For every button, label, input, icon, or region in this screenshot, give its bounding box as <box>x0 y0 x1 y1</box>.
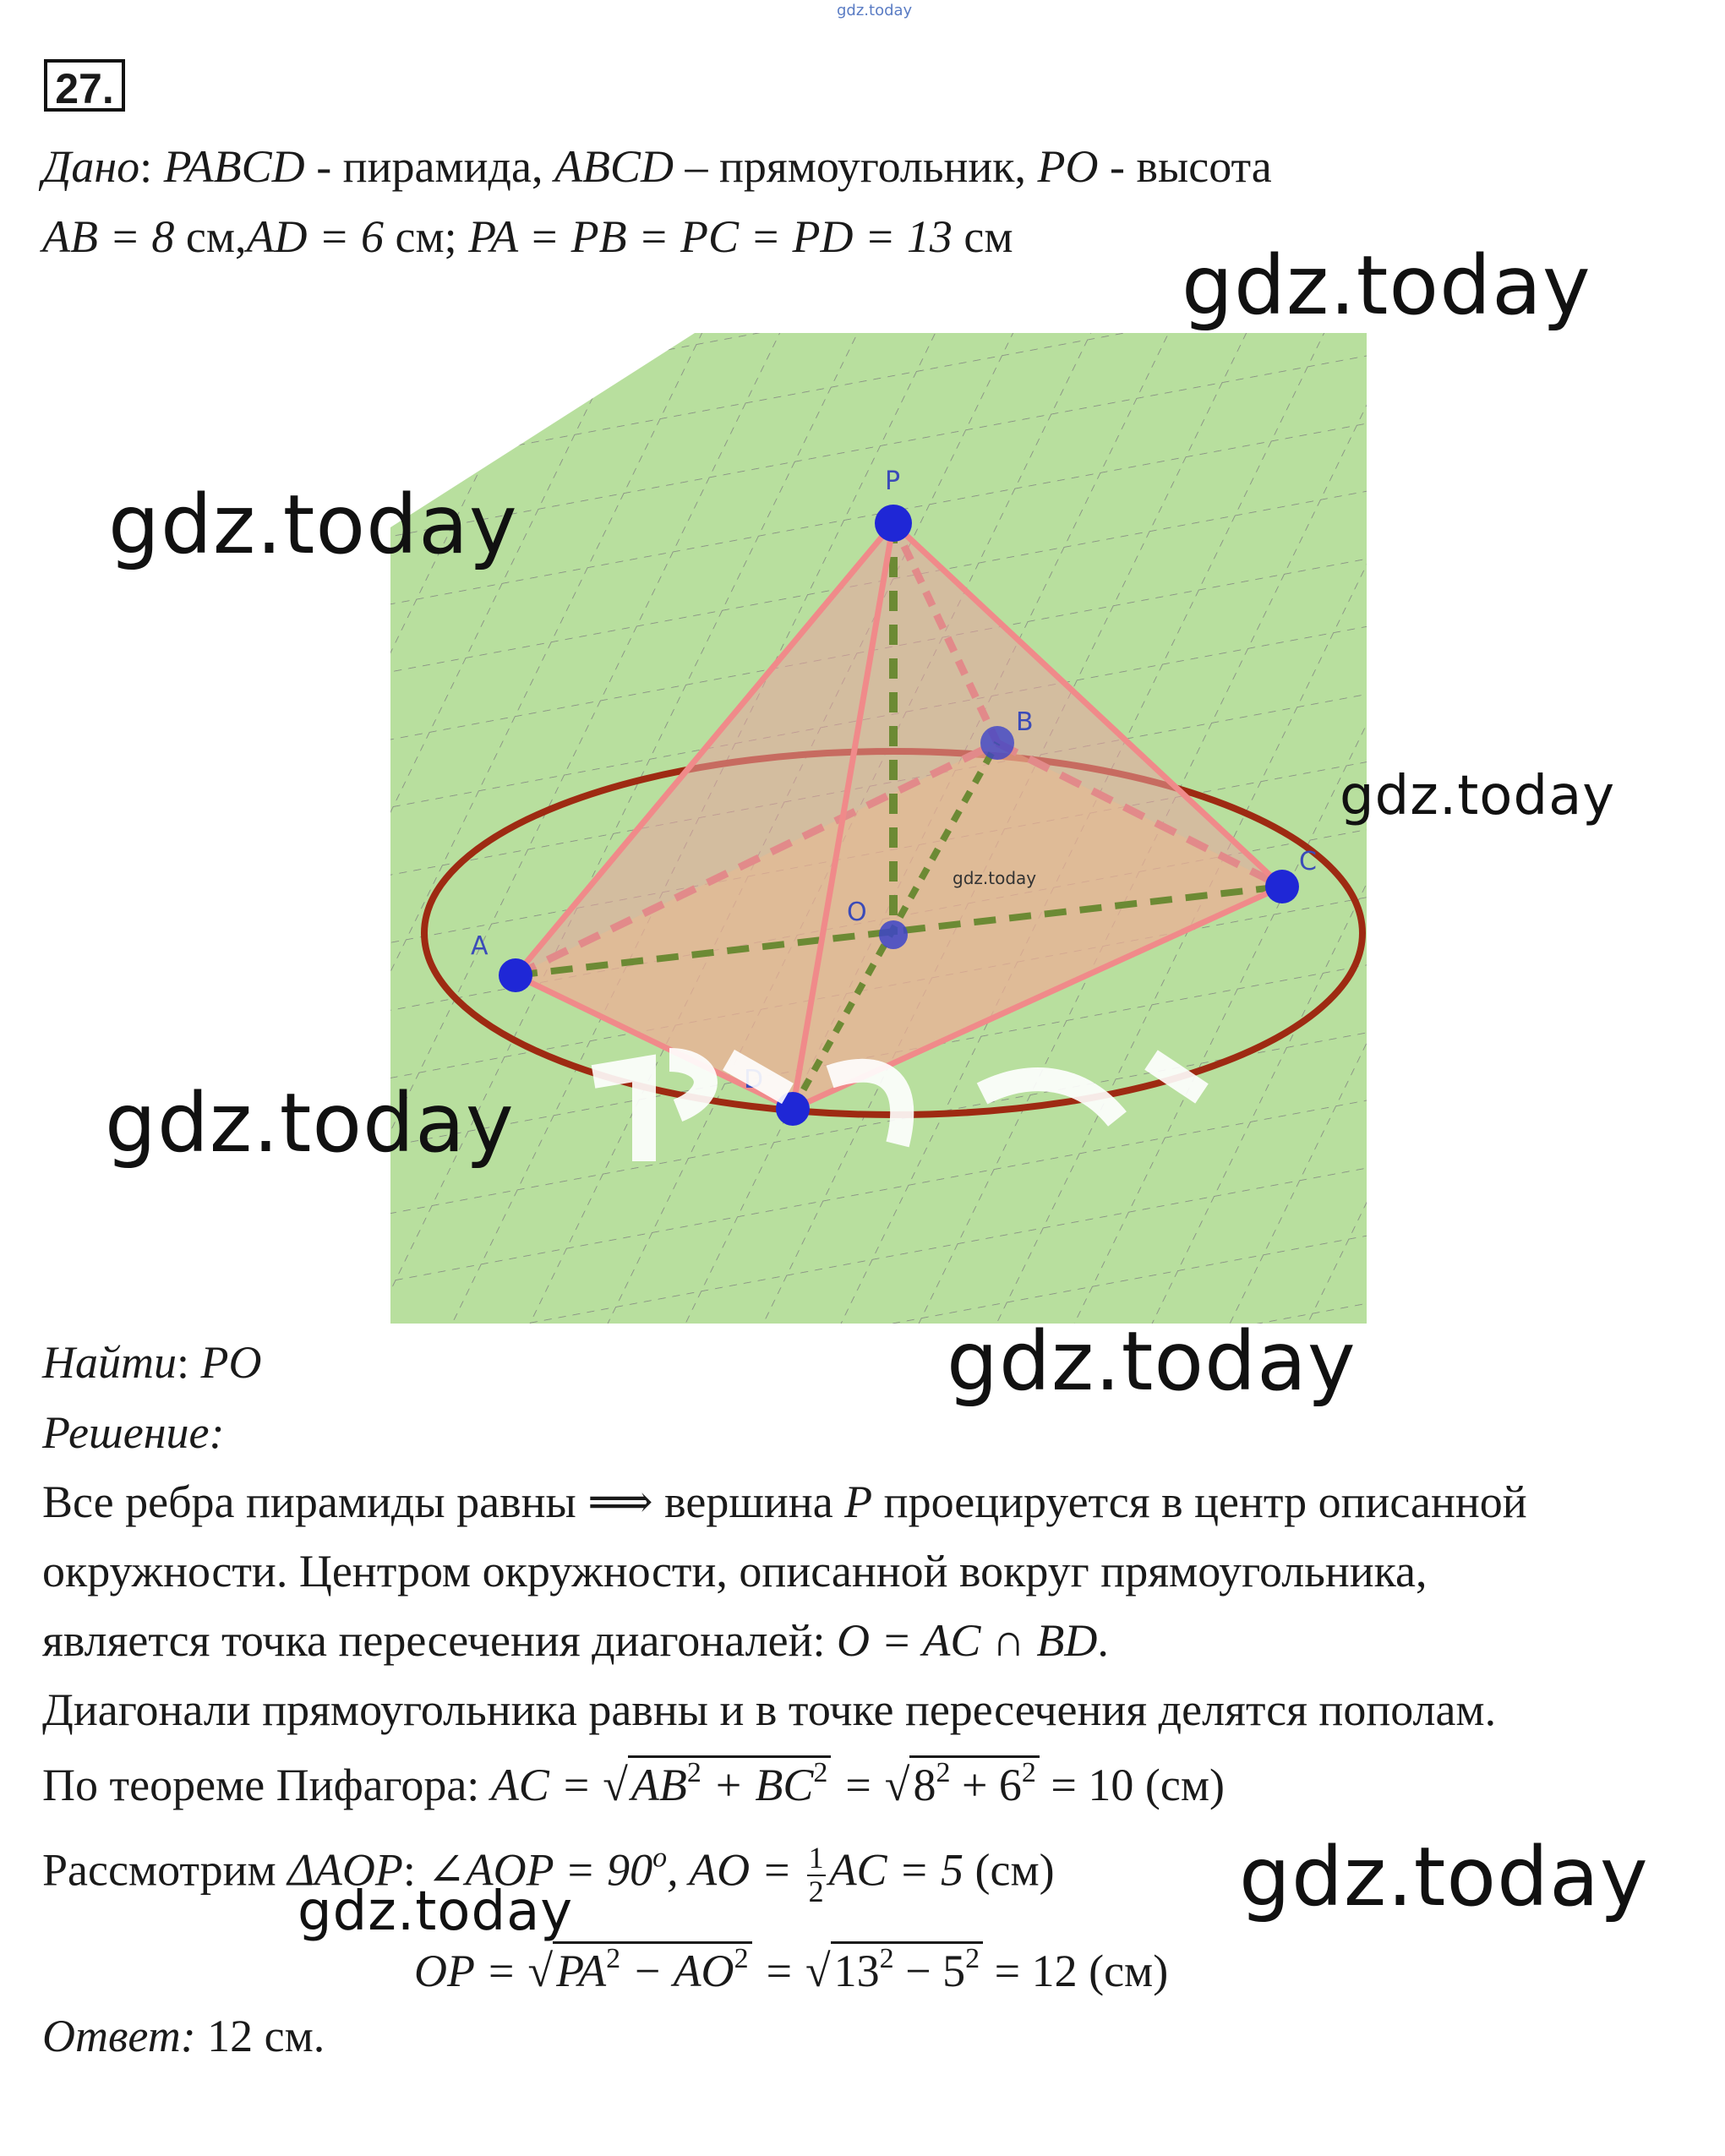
sol-p6e: o <box>652 1842 668 1874</box>
given-edges-unit: см <box>952 211 1013 262</box>
frac-den: 2 <box>808 1875 824 1908</box>
sol-p7e: 13 <box>833 1946 880 1996</box>
watermark-1: gdz.today <box>1182 238 1591 333</box>
watermark-4: gdz.today <box>105 1076 515 1171</box>
label-b: B <box>1016 707 1034 737</box>
sqrt-nums: $√8^2 + 6^2$ <box>885 1762 1040 1808</box>
sol-p3a: является точка пересечения диагоналей: <box>42 1615 837 1666</box>
sq-1: 2 <box>686 1757 701 1788</box>
sol-p3c: . <box>1097 1615 1109 1666</box>
watermark-6: gdz.today <box>1239 1830 1649 1924</box>
given-ab-unit: см, <box>174 211 247 262</box>
given-line-1 <box>42 141 1272 192</box>
solution-line-7 <box>414 1943 1169 1996</box>
sol-p4: Диагонали прямоугольника равны и в точке пересечения делятся пополам. <box>42 1684 1497 1735</box>
sq-6: 2 <box>734 1943 749 1974</box>
solution-line-6 <box>42 1842 1055 1907</box>
sol-p7d: = <box>751 1946 806 1996</box>
solution-line-4 <box>42 1684 1497 1735</box>
sol-p6a: Рассмотрим <box>42 1844 288 1896</box>
point-a <box>499 958 532 992</box>
sol-p2: окружности. Центром окружности, описанной вокруг прямоугольника, <box>42 1546 1427 1597</box>
sol-p1b: P <box>844 1476 873 1527</box>
sol-p6c: : <box>402 1844 428 1896</box>
point-b <box>980 726 1014 760</box>
figure-watermark: gdz.today <box>953 868 1037 888</box>
given-pyramid-name: PABCD <box>163 141 305 192</box>
solution-label-line <box>42 1407 225 1458</box>
frac-num: 1 <box>808 1841 824 1875</box>
given-ab: AB = 8 <box>42 211 175 262</box>
given-text-b: - пирамида, <box>304 141 554 192</box>
sqrt-op-nums: $√13^2 - 5^2$ <box>805 1948 983 1994</box>
label-c: C <box>1299 847 1317 876</box>
given-line-2 <box>42 211 1013 262</box>
sq-3: 2 <box>936 1757 951 1788</box>
point-p <box>875 505 912 542</box>
sol-p5h: = 10 <box>1039 1760 1134 1810</box>
label-a: A <box>471 931 489 961</box>
sq-8: 2 <box>965 1943 980 1974</box>
sqrt-ac: $√AB^2 + BC^2$ <box>603 1762 831 1808</box>
solution-colon: : <box>209 1407 225 1458</box>
find-value: PO <box>200 1337 262 1388</box>
watermark-2: gdz.today <box>108 478 518 572</box>
watermark-5: gdz.today <box>947 1314 1357 1409</box>
solution-line-1 <box>42 1476 1527 1527</box>
point-c <box>1265 870 1299 903</box>
sol-p3b: O = AC ∩ BD <box>836 1615 1098 1666</box>
given-colon: : <box>139 141 164 192</box>
sol-p5b: AC = <box>490 1760 603 1810</box>
sol-p1c: проецируется в центр описанной <box>872 1476 1527 1527</box>
sol-p7a: OP = <box>414 1946 528 1996</box>
solution-label: Решение <box>42 1407 210 1458</box>
sol-p7b: PA <box>556 1946 607 1996</box>
find-label: Найти <box>42 1337 177 1388</box>
given-ad: AD = 6 <box>246 211 384 262</box>
sol-p7c: − AO <box>620 1946 734 1996</box>
sol-p7h: (см) <box>1077 1946 1169 1996</box>
sol-p1a: Все ребра пирамиды равны ⟹ вершина <box>42 1476 845 1527</box>
problem-number: 27. <box>44 59 125 112</box>
watermark-7: gdz.today <box>298 1880 574 1943</box>
given-ad-unit: см; <box>383 211 469 262</box>
given-edges: PA = PB = PC = PD = 13 <box>468 211 953 262</box>
sq-7: 2 <box>879 1943 894 1974</box>
sol-p5e: = <box>831 1760 885 1810</box>
top-watermark: gdz.today <box>837 2 913 19</box>
given-base-name: ABCD <box>554 141 674 192</box>
label-o: O <box>847 898 867 927</box>
sol-p6b: ΔAOP <box>287 1844 403 1896</box>
given-text-d: – прямоугольник, <box>673 141 1038 192</box>
sol-p7f: − 5 <box>893 1946 966 1996</box>
pyramid-figure <box>390 333 1367 1324</box>
given-label: Дано <box>42 141 140 192</box>
sqrt-op: $√PA^2 - AO^2$ <box>527 1948 751 1994</box>
sol-p6i: (см) <box>963 1844 1055 1896</box>
sol-p5a: По теореме Пифагора: <box>42 1760 491 1810</box>
sol-p6h: AC = 5 <box>828 1844 964 1896</box>
answer-line <box>42 2013 325 2059</box>
answer-label: Ответ: <box>42 2011 196 2061</box>
label-p: P <box>885 467 901 496</box>
given-height-name: PO <box>1037 141 1099 192</box>
sol-p7g: = 12 <box>983 1946 1078 1996</box>
watermark-3: gdz.today <box>1340 765 1616 827</box>
fraction-half <box>807 1842 826 1907</box>
find-colon: : <box>177 1337 201 1388</box>
sol-p6f: , AO = <box>667 1844 804 1896</box>
sq-2: 2 <box>813 1757 828 1788</box>
solution-line-2 <box>42 1546 1427 1597</box>
sq-5: 2 <box>606 1943 621 1974</box>
sol-p5f: 8 <box>913 1760 936 1810</box>
sq-4: 2 <box>1021 1757 1036 1788</box>
sol-p5d: + BC <box>701 1760 814 1810</box>
sol-p5c: AB <box>630 1760 687 1810</box>
answer-value: 12 см. <box>195 2011 325 2061</box>
solution-line-3 <box>42 1615 1109 1666</box>
sol-p5i: (см) <box>1133 1760 1225 1810</box>
sol-p5g: + 6 <box>950 1760 1022 1810</box>
solution-line-5 <box>42 1757 1225 1810</box>
sol-p6d: ∠AOP = 90 <box>427 1844 653 1896</box>
point-o <box>879 920 908 949</box>
find-line <box>42 1337 262 1388</box>
given-text-f: - высота <box>1098 141 1272 192</box>
label-d: D <box>744 1065 764 1094</box>
